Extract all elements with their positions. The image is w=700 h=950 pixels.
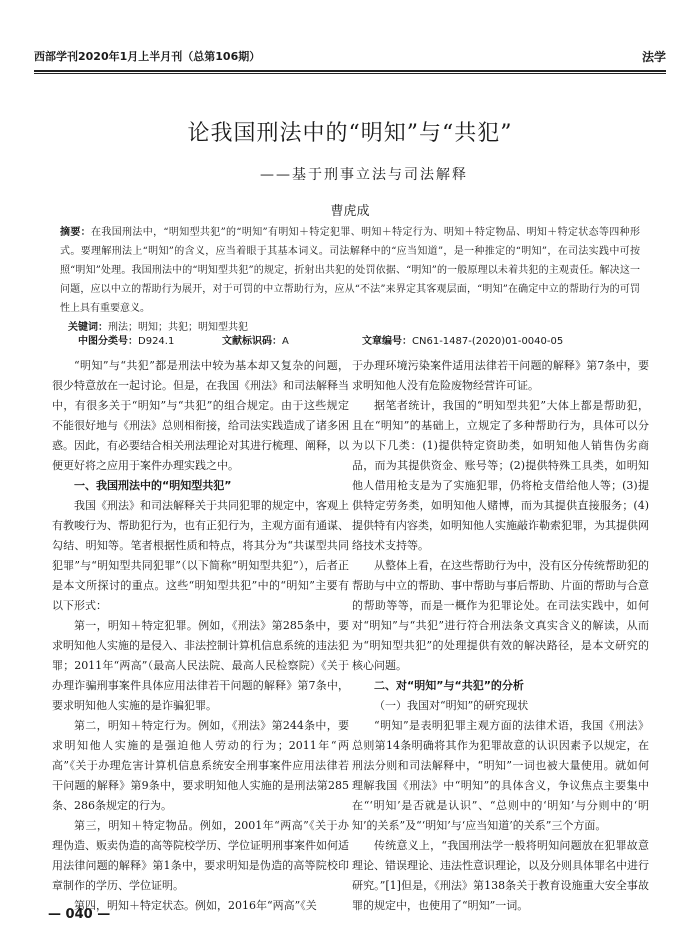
- abstract: [60, 223, 640, 337]
- journal-issue-label: 西部学刊2020年1月上半月刊（总第106期）: [34, 50, 261, 63]
- abstract-label: 摘要：: [60, 227, 92, 238]
- paragraph: “明知”与“共犯”都是刑法中较为基本却又复杂的问题，很少特意放在一起讨论。但是，在我国《刑法》和司法解释当中，有很多关于“明知”与“共犯”的组合规定。由于这些规定不能很好地与《刑法》总则相衔接，给司法实践造成了诸多困惑。因此，有必要结合相关刑法理论对其进行梳理、阐释，以便更好将之应用于案件办理实践之中。: [52, 359, 349, 472]
- page-number: — 040 —: [48, 907, 111, 922]
- paragraph: 第四，明知＋特定状态。例如，2016年“两高”《关: [74, 899, 317, 912]
- article-title: 论我国刑法中的“明知”与“共犯”: [187, 121, 513, 146]
- running-header: [34, 44, 666, 66]
- subsection-heading: （一）我国对“明知”的研究现状: [374, 699, 529, 712]
- article-number-label: 文章编号：: [362, 336, 412, 347]
- paragraph: 我国《刑法》和司法解释关于共同犯罪的规定中，客观上有教唆行为、帮助犯行为，也有正犯行为，主观方面有通谋、勾结、明知等。笔者根据性质和特点，将其分为“共谋型共同犯罪”与“明知型共同犯罪”（以下简称“明知型共犯”），后者正是本文所探讨的重点。这些“明知型共犯”中的“明知”主要有以下形式：: [52, 499, 349, 612]
- doc-code-label: 文献标识码：: [222, 336, 282, 347]
- keywords-label: 关键词：: [68, 322, 108, 333]
- article-subtitle: ——基于刑事立法与司法解释: [260, 167, 468, 183]
- paragraph: 据笔者统计，我国的“明知型共犯”大体上都是帮助犯，且在“明知”的基础上，立规定了多种帮助行为，具体可以分为以下几类：(1)提供特定资助类，如明知他人销售伪劣商品，而为其提供资金、账号等；(2)提供特殊工具类，如明知他人借用枪支是为了实施犯罪，仍将枪支借给他人等；(3)提供特定劳务类，如明知他人赌博，而为其提供直接服务；(4)提供特有内容类，如明知他人实施敲诈勒索犯罪，为其提供网络技术支持等。: [352, 399, 649, 552]
- clc-value: D924.1: [138, 336, 175, 347]
- header-rule: [34, 70, 666, 72]
- paragraph: 传统意义上，“我国刑法学一般将明知问题放在犯罪故意理论、错误理论、违法性意识理论，以及分则具体罪名中进行研究。”[1]但是，《刑法》第138条关于教育设施重大安全事故罪的规定中，也使用了“明知”一词。: [352, 839, 649, 912]
- clc-label: 中图分类号：: [78, 336, 138, 347]
- section-heading-1: 一、我国刑法中的“明知型共犯”: [74, 479, 232, 492]
- paragraph-continuation: 于办理环境污染案件适用法律若干问题的解释》第7条中，要求明知他人没有危险废物经营许可证。: [352, 359, 649, 392]
- paragraph: 第三，明知＋特定物品。例如，2001年“两高”《关于办理伪造、贩卖伪造的高等院校学历、学位证明刑事案件如何适用法律问题的解释》第1条中，要求明知是伪造的高等院校印章制作的学历、学位证明。: [52, 819, 349, 892]
- paragraph: 第一，明知＋特定犯罪。例如，《刑法》第285条中，要求明知他人实施的是侵入、非法控制计算机信息系统的违法犯罪；2011年“两高”（最高人民法院、最高人民检察院）《关于办理诈骗刑事案件具体应用法律若干问题的解释》第7条中，要求明知他人实施的是诈骗犯罪。: [52, 619, 349, 712]
- paragraph: 从整体上看，在这些帮助行为中，没有区分传统帮助犯的帮助与中立的帮助、事中帮助与事后帮助、片面的帮助与合意的帮助等等，而是一概作为犯罪论处。在司法实践中，如何对“明知”与“共犯”进行符合刑法条文真实含义的解读，从而为“明知型共犯”的处理提供有效的解决路径，是本文研究的核心问题。: [352, 559, 649, 672]
- left-column: [52, 356, 349, 916]
- clc-number: [78, 332, 174, 347]
- article-number-value: CN61-1487-(2020)01-0040-05: [412, 336, 564, 347]
- right-column: [352, 356, 649, 916]
- doc-code: [222, 332, 289, 347]
- abstract-text: 在我国刑法中，“明知型共犯”的“明知”有明知＋特定犯罪、明知＋特定行为、明知＋特定物品、明知＋特定状态等四种形式。要理解刑法上“明知”的含义，应当着眼于其基本词义。司法解释中的“应当知道”，是一种推定的“明知”，在司法实践中可按照“明知”处理。我国刑法中的“明知型共犯”的规定，折射出共犯的处罚依据、“明知”的一般原理以未着共犯的主观责任。解决这一问题，应以中立的帮助行为展开，对于可罚的中立帮助行为，应从“不法”来界定其客观层面，“明知”在确定中立的帮助行为的可罚性上具有重要意义。: [60, 227, 640, 314]
- section-heading-2: 二、对“明知”与“共犯”的分析: [374, 679, 524, 692]
- section-label: 法学: [641, 50, 666, 64]
- doc-code-value: A: [282, 336, 289, 347]
- paragraph: “明知”是表明犯罪主观方面的法律术语，我国《刑法》总则第14条明确将其作为犯罪故意的认识因素予以规定，在刑法分则和司法解释中，“明知”一词也被大量使用。就如何理解我国《刑法》中“明知”的具体含义，争议焦点主要集中在“‘明知’是否就是认识”、“总则中的‘明知’与分则中的‘明知’的关系”及“‘明知’与‘应当知道’的关系”三个方面。: [352, 719, 649, 832]
- article-number: [362, 332, 563, 347]
- paragraph: 第二，明知＋特定行为。例如，《刑法》第244条中，要求明知他人实施的是强迫他人劳动的行为；2011年“两高”《关于办理危害计算机信息系统安全刑事案件应用法律若干问题的解释》第9条中，要求明知他人实施的是刑法第285条、286条规定的行为。: [52, 719, 349, 812]
- keywords-text: 刑法；明知；共犯；明知型共犯: [108, 322, 248, 333]
- header-rule-thin: [34, 73, 666, 74]
- article-author: 曹虎成: [330, 204, 370, 219]
